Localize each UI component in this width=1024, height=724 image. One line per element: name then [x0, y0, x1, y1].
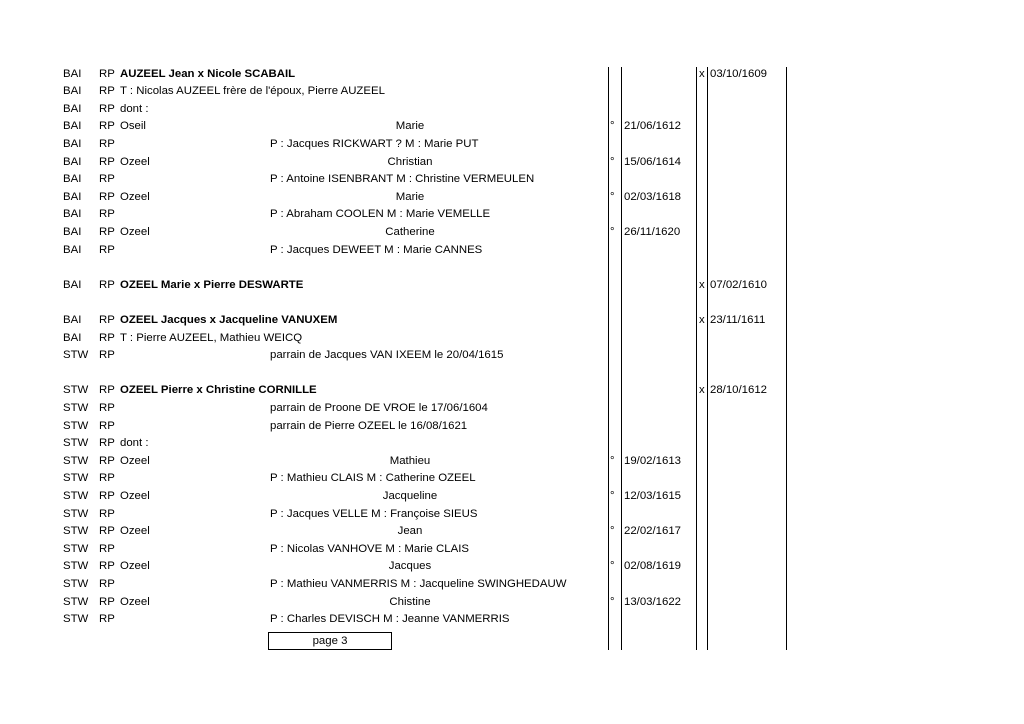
birth-date-cell: 15/06/1614: [624, 155, 682, 168]
parish-cell: BAI: [63, 137, 82, 150]
register-type-cell: RP: [99, 595, 115, 608]
parish-cell: BAI: [63, 102, 82, 115]
table-row: [0, 118, 1024, 136]
godparents-cell: parrain de Pierre OZEEL le 16/08/1621: [270, 419, 468, 432]
entry-text-cell: T : Pierre AUZEEL, Mathieu WEICQ: [120, 331, 303, 344]
godparents-cell: P : Charles DEVISCH M : Jeanne VANMERRIS: [270, 613, 510, 626]
birth-marker-cell: °: [610, 225, 615, 238]
register-type-cell: RP: [99, 85, 115, 98]
table-row: [0, 242, 1024, 260]
table-row: [0, 400, 1024, 418]
parish-cell: STW: [63, 560, 89, 573]
marriage-marker-cell: x: [699, 278, 705, 291]
parish-cell: STW: [63, 613, 89, 626]
entry-text-cell: Ozeel: [120, 525, 150, 538]
marriage-marker-cell: x: [699, 313, 705, 326]
marriage-date-cell: 23/11/1611: [710, 313, 766, 326]
table-row: [0, 523, 1024, 541]
child-name-cell: Jacques: [388, 560, 432, 573]
entry-text-cell: AUZEEL Jean x Nicole SCABAIL: [120, 67, 296, 80]
parish-cell: BAI: [63, 331, 82, 344]
register-type-cell: RP: [99, 401, 115, 414]
parish-cell: BAI: [63, 120, 82, 133]
entry-text-cell: Ozeel: [120, 225, 150, 238]
entry-text-cell: Ozeel: [120, 489, 150, 502]
table-row: [0, 224, 1024, 242]
child-name-cell: Christian: [387, 155, 433, 168]
parish-cell: STW: [63, 454, 89, 467]
register-type-cell: RP: [99, 560, 115, 573]
parish-cell: BAI: [63, 190, 82, 203]
register-type-cell: RP: [99, 472, 115, 485]
entry-text-cell: OZEEL Jacques x Jacqueline VANUXEM: [120, 313, 338, 326]
parish-cell: BAI: [63, 173, 82, 186]
birth-marker-cell: °: [610, 525, 615, 538]
table-row: [0, 488, 1024, 506]
parish-cell: BAI: [63, 155, 82, 168]
register-type-cell: RP: [99, 208, 115, 221]
parish-cell: BAI: [63, 243, 82, 256]
register-type-cell: RP: [99, 525, 115, 538]
entry-text-cell: Ozeel: [120, 560, 150, 573]
birth-date-cell: 02/08/1619: [624, 560, 682, 573]
parish-cell: STW: [63, 437, 89, 450]
birth-marker-cell: °: [610, 560, 615, 573]
marriage-marker-cell: x: [699, 67, 705, 80]
godparents-cell: P : Jacques RICKWART ? M : Marie PUT: [270, 137, 479, 150]
birth-marker-cell: °: [610, 190, 615, 203]
parish-cell: BAI: [63, 67, 82, 80]
birth-marker-cell: °: [610, 595, 615, 608]
parish-cell: BAI: [63, 85, 82, 98]
parish-cell: BAI: [63, 208, 82, 221]
godparents-cell: P : Nicolas VANHOVE M : Marie CLAIS: [270, 542, 469, 555]
child-name-cell: Marie: [395, 120, 425, 133]
table-row: [0, 541, 1024, 559]
birth-date-cell: 22/02/1617: [624, 525, 682, 538]
page-number-box: page 3: [268, 632, 392, 650]
godparents-cell: P : Mathieu VANMERRIS M : Jacqueline SWINGHEDAUW: [270, 577, 567, 590]
register-type-cell: RP: [99, 437, 115, 450]
birth-date-cell: 02/03/1618: [624, 190, 682, 203]
register-type-cell: RP: [99, 155, 115, 168]
entry-text-cell: Ozeel: [120, 595, 150, 608]
parish-cell: STW: [63, 384, 89, 397]
birth-marker-cell: °: [610, 489, 615, 502]
table-row: [0, 594, 1024, 612]
register-type-cell: RP: [99, 225, 115, 238]
entry-text-cell: dont :: [120, 102, 149, 115]
birth-marker-cell: °: [610, 454, 615, 467]
register-type-cell: RP: [99, 577, 115, 590]
table-row: [0, 83, 1024, 101]
table-row: [0, 418, 1024, 436]
table-row: [0, 189, 1024, 207]
table-row: [0, 312, 1024, 330]
godparents-cell: P : Abraham COOLEN M : Marie VEMELLE: [270, 208, 491, 221]
table-row: [0, 277, 1024, 295]
entry-text-cell: T : Nicolas AUZEEL frère de l'époux, Pierre AUZEEL: [120, 85, 385, 98]
child-name-cell: Mathieu: [389, 454, 431, 467]
register-type-cell: RP: [99, 489, 115, 502]
parish-cell: STW: [63, 525, 89, 538]
marriage-date-cell: 28/10/1612: [710, 384, 768, 397]
birth-date-cell: 12/03/1615: [624, 489, 682, 502]
entry-text-cell: Oseil: [120, 120, 146, 133]
register-type-cell: RP: [99, 454, 115, 467]
birth-date-cell: 21/06/1612: [624, 120, 682, 133]
register-type-cell: RP: [99, 384, 115, 397]
parish-cell: STW: [63, 401, 89, 414]
birth-date-cell: 19/02/1613: [624, 454, 682, 467]
godparents-cell: P : Mathieu CLAIS M : Catherine OZEEL: [270, 472, 476, 485]
table-row: [0, 330, 1024, 348]
godparents-cell: P : Jacques VELLE M : Françoise SIEUS: [270, 507, 478, 520]
godparents-cell: parrain de Jacques VAN IXEEM le 20/04/1615: [270, 349, 504, 362]
entry-text-cell: Ozeel: [120, 190, 150, 203]
register-type-cell: RP: [99, 331, 115, 344]
table-row: [0, 611, 1024, 629]
register-type-cell: RP: [99, 278, 115, 291]
marriage-date-cell: 03/10/1609: [710, 67, 768, 80]
register-type-cell: RP: [99, 313, 115, 326]
child-name-cell: Chistine: [389, 595, 431, 608]
register-type-cell: RP: [99, 542, 115, 555]
register-type-cell: RP: [99, 102, 115, 115]
child-name-cell: Jean: [397, 525, 423, 538]
table-row: [0, 382, 1024, 400]
marriage-marker-cell: x: [699, 384, 705, 397]
child-name-cell: Catherine: [385, 225, 435, 238]
table-row: [0, 347, 1024, 365]
table-row: [0, 171, 1024, 189]
godparents-cell: P : Jacques DEWEET M : Marie CANNES: [270, 243, 483, 256]
godparents-cell: parrain de Proone DE VROE le 17/06/1604: [270, 401, 488, 414]
entry-text-cell: OZEEL Marie x Pierre DESWARTE: [120, 278, 304, 291]
table-row: [0, 470, 1024, 488]
register-type-cell: RP: [99, 243, 115, 256]
child-name-cell: Marie: [395, 190, 425, 203]
table-row: [0, 506, 1024, 524]
register-type-cell: RP: [99, 137, 115, 150]
table-row: [0, 66, 1024, 84]
birth-date-cell: 13/03/1622: [624, 595, 682, 608]
table-row: [0, 154, 1024, 172]
register-type-cell: RP: [99, 190, 115, 203]
parish-cell: STW: [63, 349, 89, 362]
table-row: [0, 453, 1024, 471]
register-type-cell: RP: [99, 507, 115, 520]
table-row: [0, 558, 1024, 576]
register-type-cell: RP: [99, 613, 115, 626]
entry-text-cell: dont :: [120, 437, 149, 450]
table-row: [0, 435, 1024, 453]
child-name-cell: Jacqueline: [382, 489, 438, 502]
register-type-cell: RP: [99, 349, 115, 362]
parish-cell: BAI: [63, 278, 82, 291]
birth-date-cell: 26/11/1620: [624, 225, 681, 238]
birth-marker-cell: °: [610, 120, 615, 133]
table-row: [0, 206, 1024, 224]
parish-cell: STW: [63, 542, 89, 555]
parish-cell: STW: [63, 577, 89, 590]
parish-cell: BAI: [63, 313, 82, 326]
register-type-cell: RP: [99, 120, 115, 133]
parish-cell: BAI: [63, 225, 82, 238]
parish-cell: STW: [63, 419, 89, 432]
register-type-cell: RP: [99, 173, 115, 186]
table-row: [0, 101, 1024, 119]
entry-text-cell: Ozeel: [120, 155, 150, 168]
register-type-cell: RP: [99, 419, 115, 432]
register-type-cell: RP: [99, 67, 115, 80]
birth-marker-cell: °: [610, 155, 615, 168]
parish-cell: STW: [63, 507, 89, 520]
entry-text-cell: OZEEL Pierre x Christine CORNILLE: [120, 384, 317, 397]
parish-cell: STW: [63, 489, 89, 502]
entry-text-cell: Ozeel: [120, 454, 150, 467]
marriage-date-cell: 07/02/1610: [710, 278, 768, 291]
table-row: [0, 136, 1024, 154]
table-row: [0, 576, 1024, 594]
parish-cell: STW: [63, 595, 89, 608]
godparents-cell: P : Antoine ISENBRANT M : Christine VERMEULEN: [270, 173, 535, 186]
parish-cell: STW: [63, 472, 89, 485]
